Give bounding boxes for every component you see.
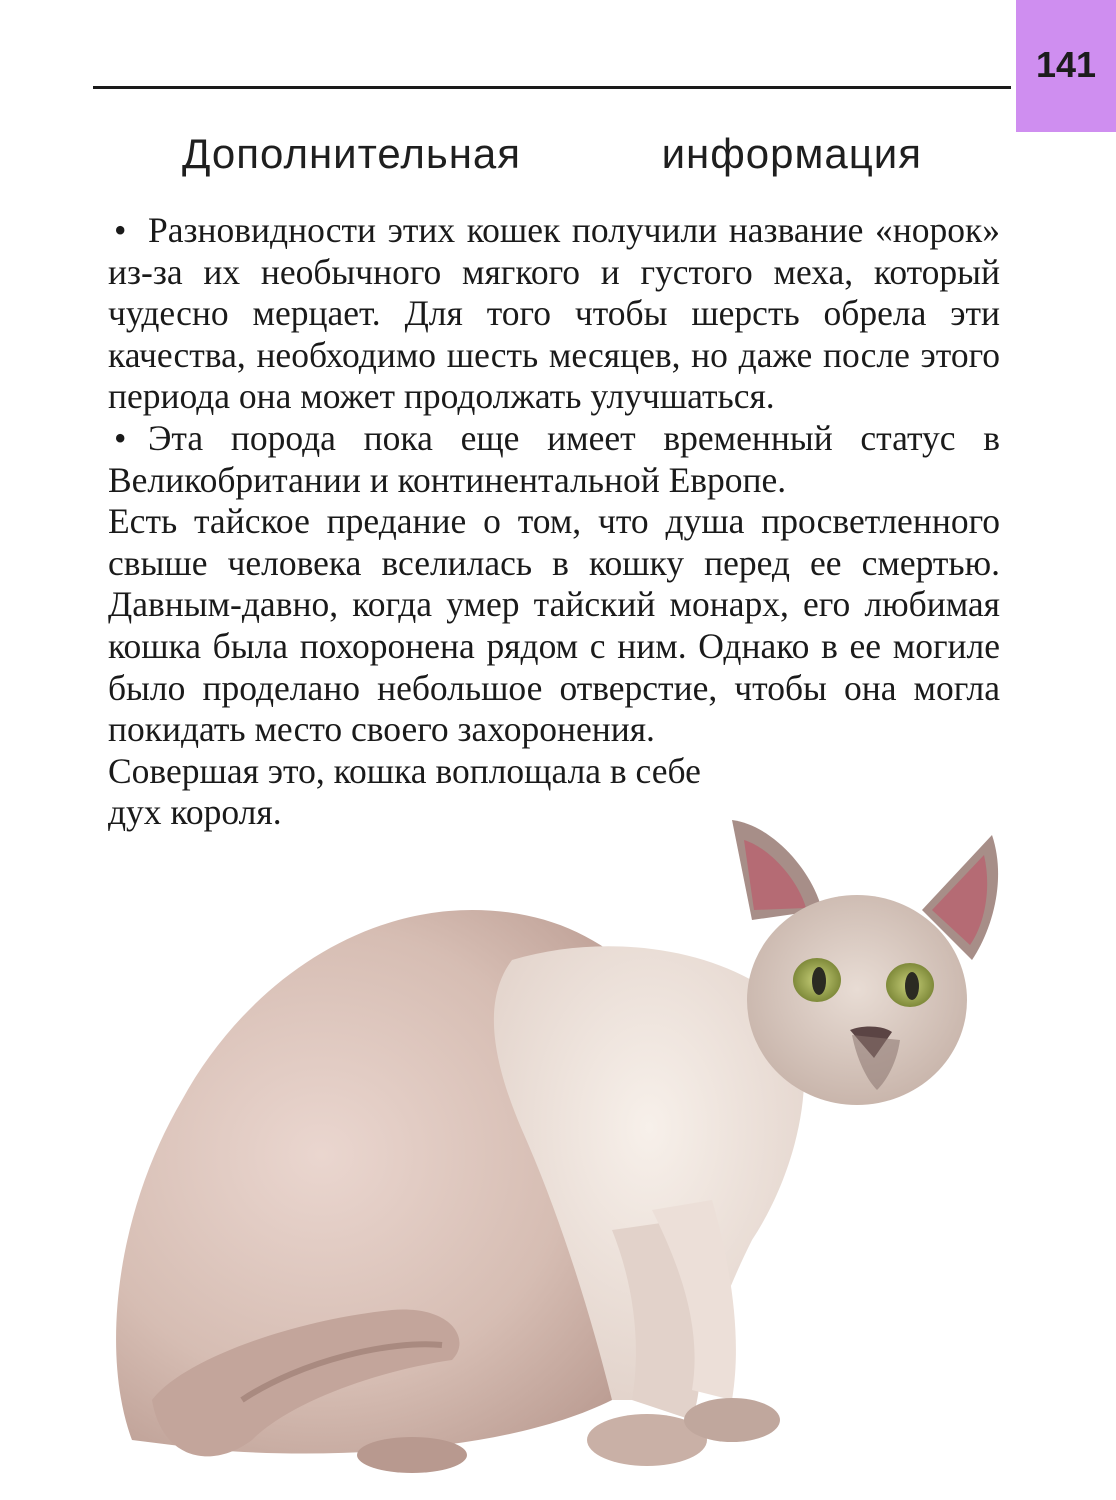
page-number: 141 [1035, 44, 1097, 85]
bullet-text: Эта порода пока еще имеет временный статус в Великобритании и континентальной Европе. [108, 417, 1000, 500]
section-title-word-2: информация [661, 130, 922, 177]
bullet-item [108, 418, 1000, 501]
section-title [182, 130, 922, 178]
bullet-text: Разновидности этих кошек получили название «норок» из-за их необычного мягкого и густого меха, который чудесно мерцает. Для того чтобы шерсть обрела эти качества, необходимо шесть месяцев, но даже после этого периода она может продолжать улучшаться. [108, 210, 1000, 417]
body-text [108, 210, 1000, 834]
section-title-word-1: Дополнительная [182, 130, 522, 177]
bullet-item [108, 210, 1000, 418]
cat-photo [92, 800, 1032, 1500]
bullet-marker: • [114, 210, 127, 250]
header-rule [93, 86, 1011, 89]
cat-paw [684, 1398, 780, 1442]
legend-paragraph: Есть тайское предание о том, что душа просветленного свыше человека вселилась в кошку перед ее смертью. Давным-давно, когда умер тайский монарх, его любимая кошка была похоронена рядом с ним. Однако в ее могиле было проделано небольшое отверстие, чтобы она могла покидать место своего захоронения. [108, 501, 1000, 750]
bullet-marker: • [114, 417, 127, 458]
legend-paragraph-end: Совершая это, кошка воплощала в себе дух короля. [108, 750, 701, 833]
cat-paw [357, 1437, 467, 1473]
cat-head [747, 895, 967, 1105]
